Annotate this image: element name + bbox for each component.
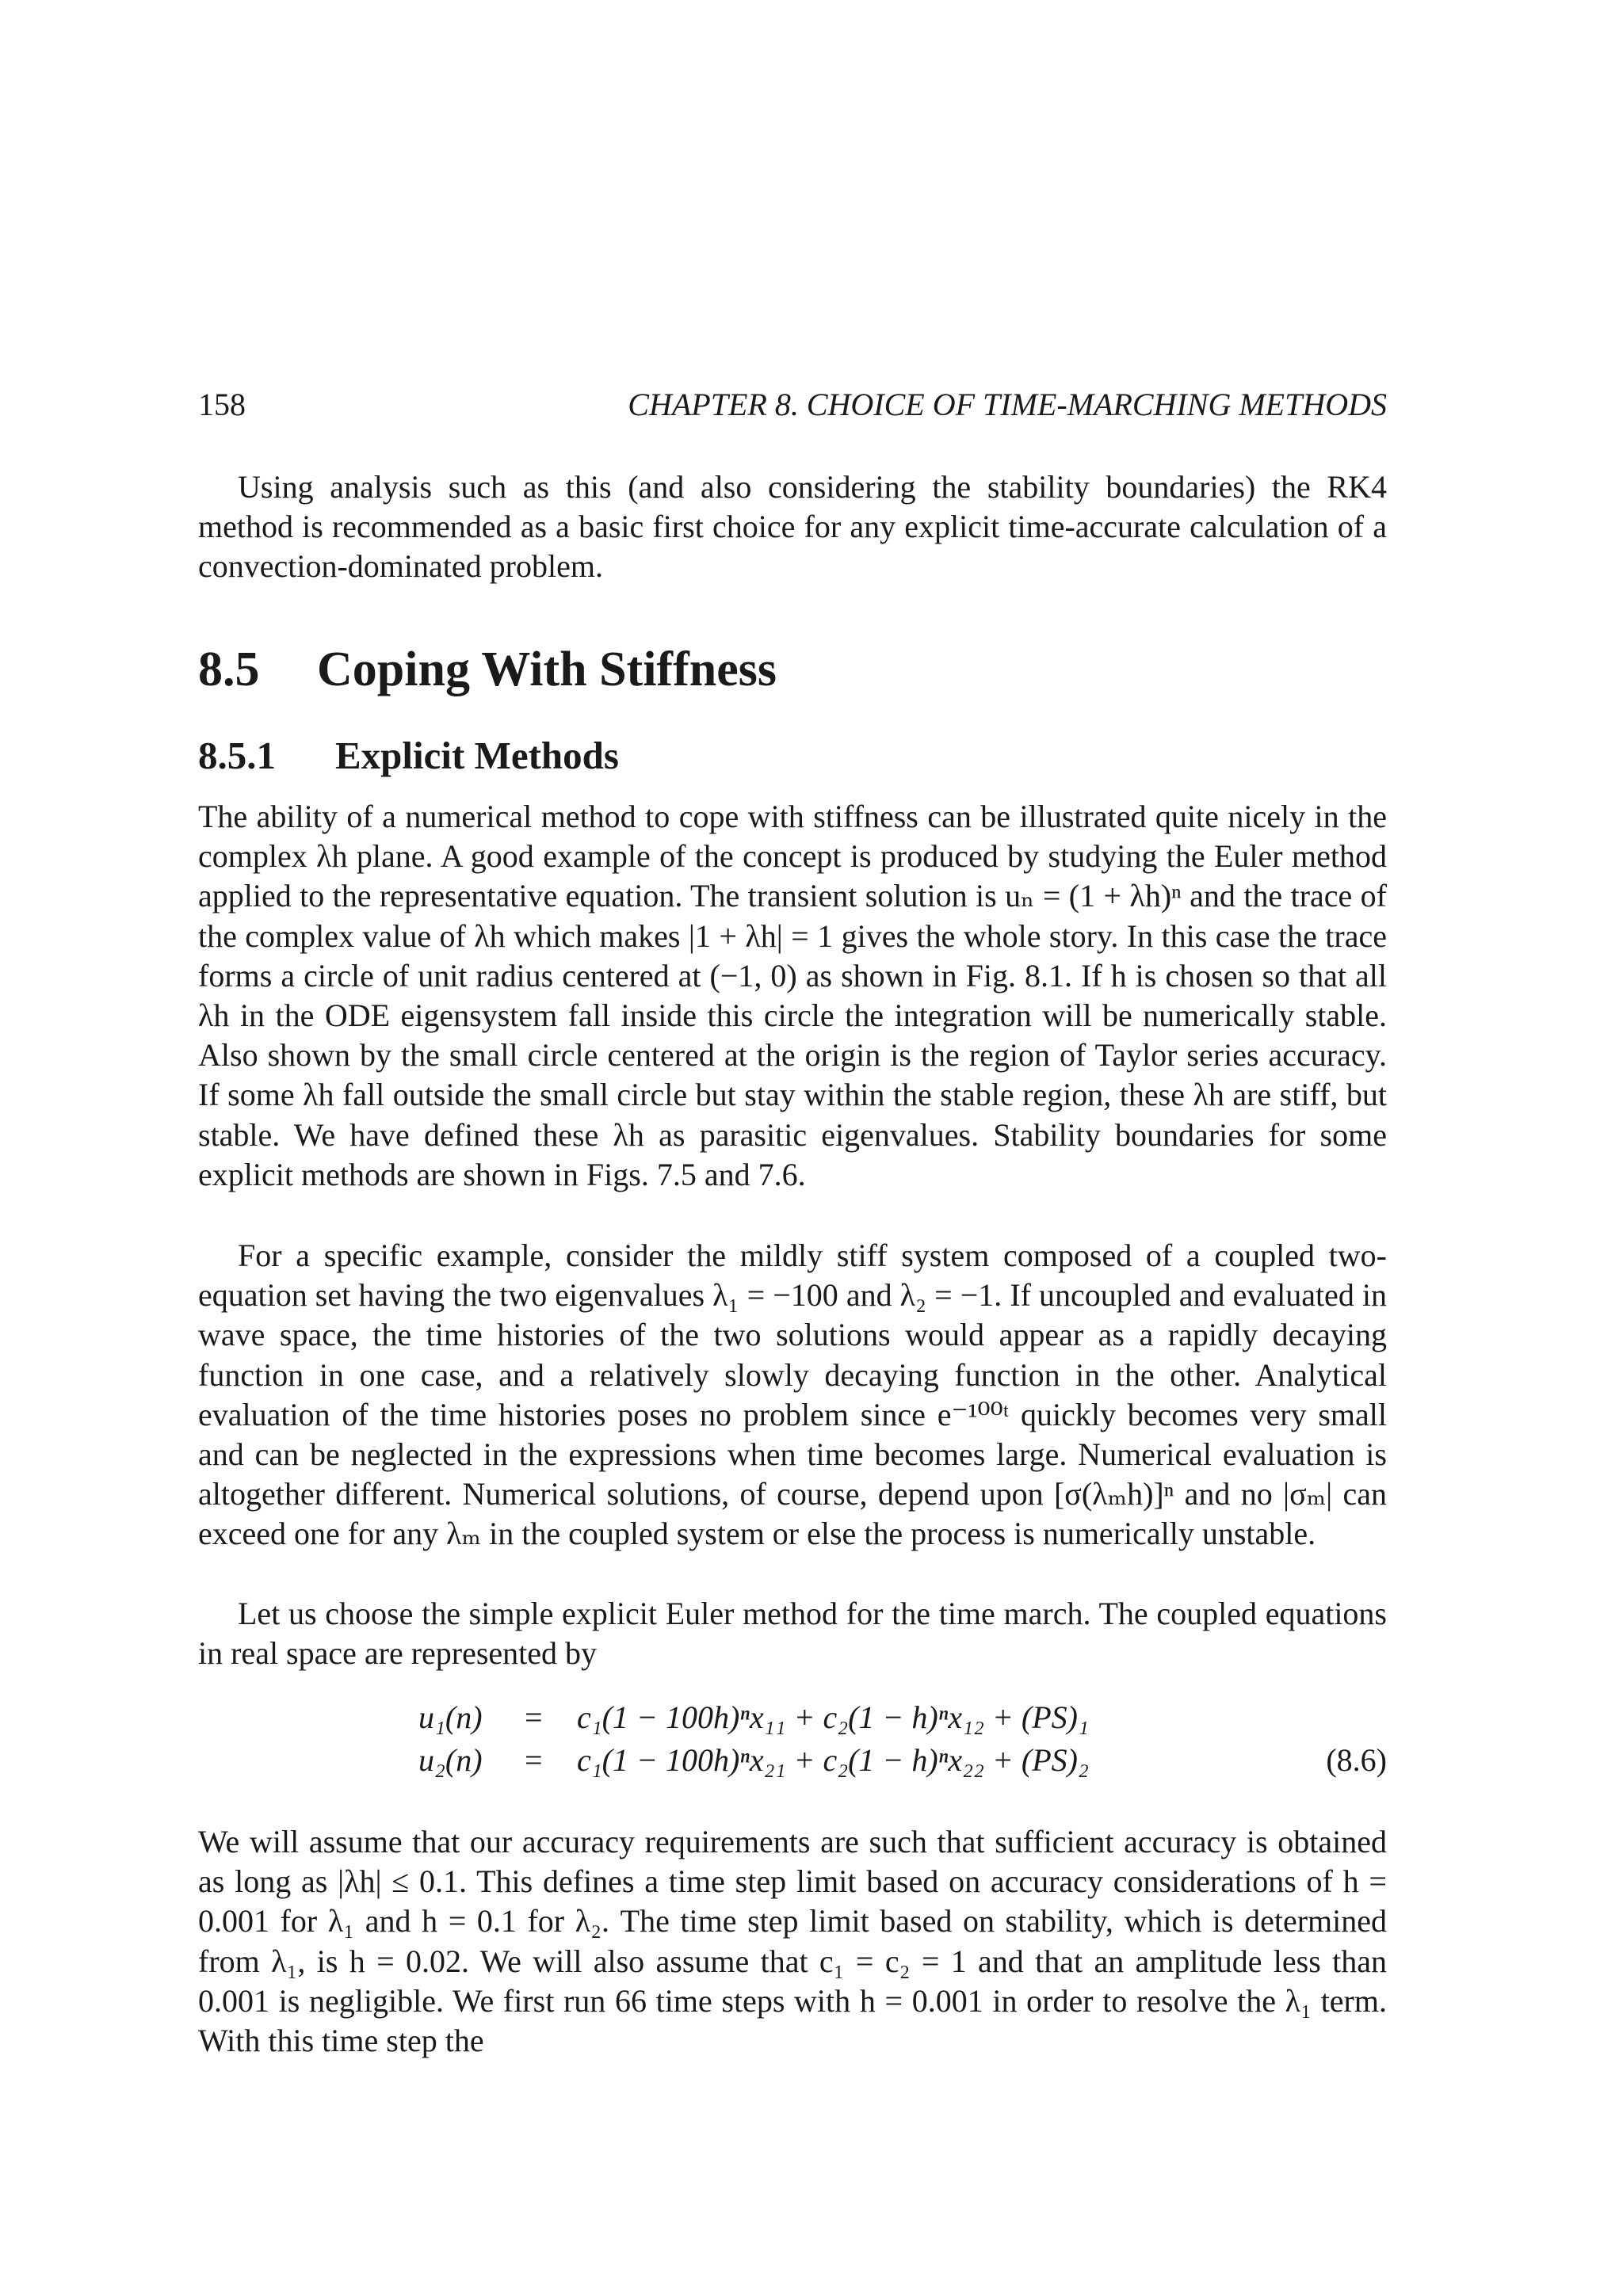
page-number: 158	[198, 387, 246, 422]
section-number: 8.5	[198, 643, 260, 696]
section-heading	[198, 638, 1387, 701]
subsection-heading	[198, 731, 1387, 780]
equation-row-2	[198, 1741, 1387, 1780]
running-title: CHAPTER 8. CHOICE OF TIME-MARCHING METHODS	[628, 387, 1387, 422]
equation-relation: =	[525, 1742, 543, 1778]
body-paragraph-1: The ability of a numerical method to cope with stiffness can be illustrated quite nicely in the complex λh plane. A good example of the concept is produced by studying the Euler method applied to the representative equation. The transient solution is uₙ = (1 + λh)ⁿ and the trace of the complex value of λh which makes |1 + λh| = 1 gives the whole story. In this case the trace forms a circle of unit radius centered at (−1, 0) as shown in Fig. 8.1. If h is chosen so that all λh in the ODE eigensystem fall inside this circle the integration will be numerically stable. Also shown by the small circle centered at the origin is the region of Taylor series accuracy. If some λh fall outside the small circle but stay within the stable region, these λh are stiff, but stable. We have defined these λh as parasitic eigenvalues. Stability boundaries for some explicit methods are shown in Figs. 7.5 and 7.6.	[198, 799, 1387, 1192]
equation-block	[198, 1698, 1387, 1785]
subsection-number: 8.5.1	[198, 734, 276, 777]
equation-lhs: u₁(n)	[418, 1699, 483, 1735]
section-title: Coping With Stiffness	[317, 643, 777, 696]
equation-lhs: u₂(n)	[418, 1742, 483, 1778]
equation-number: (8.6)	[1326, 1742, 1387, 1778]
intro-paragraph: Using analysis such as this (and also considering the stability boundaries) the RK4 method is recommended as a basic first choice for any explicit time-accurate calculation of a convection-dominated problem.	[198, 469, 1387, 584]
body-paragraph-2: For a specific example, consider the mildly stiff system composed of a coupled two-equation set having the two eigenvalues λ₁ = −100 and λ₂ = −1. If uncoupled and evaluated in wave space, the time histories of the two solutions would appear as a rapidly decaying function in one case, and a relatively slowly decaying function in the other. Analytical evaluation of the time histories poses no problem since e⁻¹⁰⁰ᵗ quickly becomes very small and can be neglected in the expressions when time becomes large. Numerical evaluation is altogether different. Numerical solutions, of course, depend upon [σ(λₘh)]ⁿ and no |σₘ| can exceed one for any λₘ in the coupled system or else the process is numerically unstable.	[198, 1238, 1387, 1552]
body-paragraph-4: We will assume that our accuracy requirements are such that sufficient accuracy is obtained as long as |λh| ≤ 0.1. This defines a time step limit based on accuracy considerations of h = 0.001 for λ₁ and h = 0.1 for λ₂. The time step limit based on stability, which is determined from λ₁, is h = 0.02. We will also assume that c₁ = c₂ = 1 and that an amplitude less than 0.001 is negligible. We first run 66 time steps with h = 0.001 in order to resolve the λ₁ term. With this time step the	[198, 1824, 1387, 2059]
page-header	[198, 385, 1387, 425]
equation-relation: =	[525, 1699, 543, 1735]
equation-rhs: c₁(1 − 100h)ⁿx₁₁ + c₂(1 − h)ⁿx₁₂ + (PS)₁	[577, 1699, 1089, 1735]
body-paragraph-3: Let us choose the simple explicit Euler method for the time march. The coupled equations in real space are represented by	[198, 1596, 1387, 1672]
equation-row-1	[198, 1698, 1387, 1737]
equation-rhs: c₁(1 − 100h)ⁿx₂₁ + c₂(1 − h)ⁿx₂₂ + (PS)₂	[577, 1742, 1089, 1778]
subsection-title: Explicit Methods	[335, 734, 619, 777]
